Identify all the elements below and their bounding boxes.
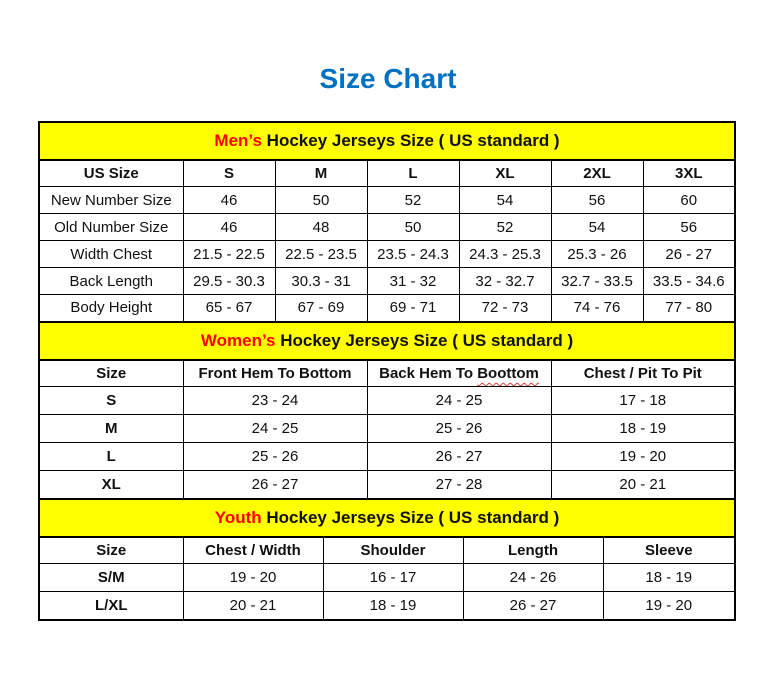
row-label: L/XL — [39, 592, 183, 620]
youth-row-1 — [39, 592, 735, 620]
cell: 67 - 69 — [275, 295, 367, 322]
womens-table — [38, 321, 736, 500]
mens-column-header: 2XL — [551, 160, 643, 187]
cell: 24.3 - 25.3 — [459, 241, 551, 268]
mens-band-title — [39, 122, 735, 160]
cell: 24 - 25 — [183, 415, 367, 443]
row-label: Body Height — [39, 295, 183, 322]
youth-header-row — [39, 537, 735, 564]
youth-band-title — [39, 499, 735, 537]
cell: 72 - 73 — [459, 295, 551, 322]
mens-column-header: XL — [459, 160, 551, 187]
womens-band-row — [39, 322, 735, 360]
womens-column-header: Front Hem To Bottom — [183, 360, 367, 387]
cell: 27 - 28 — [367, 471, 551, 499]
cell: 32 - 32.7 — [459, 268, 551, 295]
cell: 54 — [459, 187, 551, 214]
womens-row-2 — [39, 443, 735, 471]
mens-column-header: S — [183, 160, 275, 187]
cell: 25 - 26 — [183, 443, 367, 471]
cell: 23.5 - 24.3 — [367, 241, 459, 268]
cell: 52 — [459, 214, 551, 241]
row-label: Width Chest — [39, 241, 183, 268]
cell: 22.5 - 23.5 — [275, 241, 367, 268]
mens-column-header: L — [367, 160, 459, 187]
youth-band-rest: Hockey Jerseys Size ( US standard ) — [261, 507, 560, 527]
misspelled-word: Boottom — [477, 364, 539, 382]
mens-row-4 — [39, 295, 735, 322]
mens-column-header: US Size — [39, 160, 183, 187]
cell: 54 — [551, 214, 643, 241]
cell: 46 — [183, 214, 275, 241]
row-label: Old Number Size — [39, 214, 183, 241]
cell: 50 — [275, 187, 367, 214]
cell: 48 — [275, 214, 367, 241]
youth-row-0 — [39, 564, 735, 592]
youth-column-header: Chest / Width — [183, 537, 323, 564]
cell: 69 - 71 — [367, 295, 459, 322]
cell: 26 - 27 — [367, 443, 551, 471]
cell: 26 - 27 — [183, 471, 367, 499]
mens-band-highlight: Men’s — [214, 130, 262, 150]
cell: 18 - 19 — [323, 592, 463, 620]
cell: 19 - 20 — [603, 592, 735, 620]
cell: 56 — [551, 187, 643, 214]
cell: 65 - 67 — [183, 295, 275, 322]
cell: 29.5 - 30.3 — [183, 268, 275, 295]
cell: 20 - 21 — [551, 471, 735, 499]
cell: 17 - 18 — [551, 387, 735, 415]
row-label: New Number Size — [39, 187, 183, 214]
cell: 32.7 - 33.5 — [551, 268, 643, 295]
mens-row-0 — [39, 187, 735, 214]
mens-table — [38, 121, 736, 323]
cell: 30.3 - 31 — [275, 268, 367, 295]
womens-band-highlight: Women’s — [200, 330, 276, 350]
cell: 19 - 20 — [183, 564, 323, 592]
womens-column-header: Size — [39, 360, 183, 387]
row-label: L — [39, 443, 183, 471]
youth-band-highlight: Youth — [214, 507, 262, 527]
youth-column-header: Shoulder — [323, 537, 463, 564]
cell: 26 - 27 — [643, 241, 735, 268]
mens-band-row — [39, 122, 735, 160]
cell: 52 — [367, 187, 459, 214]
cell: 23 - 24 — [183, 387, 367, 415]
mens-header-row — [39, 160, 735, 187]
cell: 18 - 19 — [603, 564, 735, 592]
mens-row-3 — [39, 268, 735, 295]
mens-row-2 — [39, 241, 735, 268]
cell: 33.5 - 34.6 — [643, 268, 735, 295]
womens-row-3 — [39, 471, 735, 499]
cell: 50 — [367, 214, 459, 241]
youth-column-header: Size — [39, 537, 183, 564]
cell: 56 — [643, 214, 735, 241]
womens-column-header: Chest / Pit To Pit — [551, 360, 735, 387]
cell: 25.3 - 26 — [551, 241, 643, 268]
womens-row-0 — [39, 387, 735, 415]
womens-column-header — [367, 360, 551, 387]
youth-band-row — [39, 499, 735, 537]
mens-column-header: 3XL — [643, 160, 735, 187]
cell: 19 - 20 — [551, 443, 735, 471]
cell: 18 - 19 — [551, 415, 735, 443]
cell: 24 - 26 — [463, 564, 603, 592]
cell: 24 - 25 — [367, 387, 551, 415]
header-text: Back Hem To — [379, 364, 478, 382]
cell: 60 — [643, 187, 735, 214]
cell: 21.5 - 22.5 — [183, 241, 275, 268]
size-tables — [38, 121, 736, 621]
womens-band-title — [39, 322, 735, 360]
cell: 26 - 27 — [463, 592, 603, 620]
womens-row-1 — [39, 415, 735, 443]
cell: 74 - 76 — [551, 295, 643, 322]
youth-table — [38, 498, 736, 621]
womens-band-rest: Hockey Jerseys Size ( US standard ) — [275, 330, 574, 350]
cell: 16 - 17 — [323, 564, 463, 592]
cell: 77 - 80 — [643, 295, 735, 322]
womens-header-row — [39, 360, 735, 387]
page-title: Size Chart — [319, 63, 457, 94]
row-label: S — [39, 387, 183, 415]
mens-band-rest: Hockey Jerseys Size ( US standard ) — [261, 130, 560, 150]
row-label: S/M — [39, 564, 183, 592]
youth-column-header: Sleeve — [603, 537, 735, 564]
row-label: XL — [39, 471, 183, 499]
mens-row-1 — [39, 214, 735, 241]
row-label: M — [39, 415, 183, 443]
cell: 25 - 26 — [367, 415, 551, 443]
youth-column-header: Length — [463, 537, 603, 564]
cell: 20 - 21 — [183, 592, 323, 620]
cell: 31 - 32 — [367, 268, 459, 295]
mens-column-header: M — [275, 160, 367, 187]
cell: 46 — [183, 187, 275, 214]
row-label: Back Length — [39, 268, 183, 295]
